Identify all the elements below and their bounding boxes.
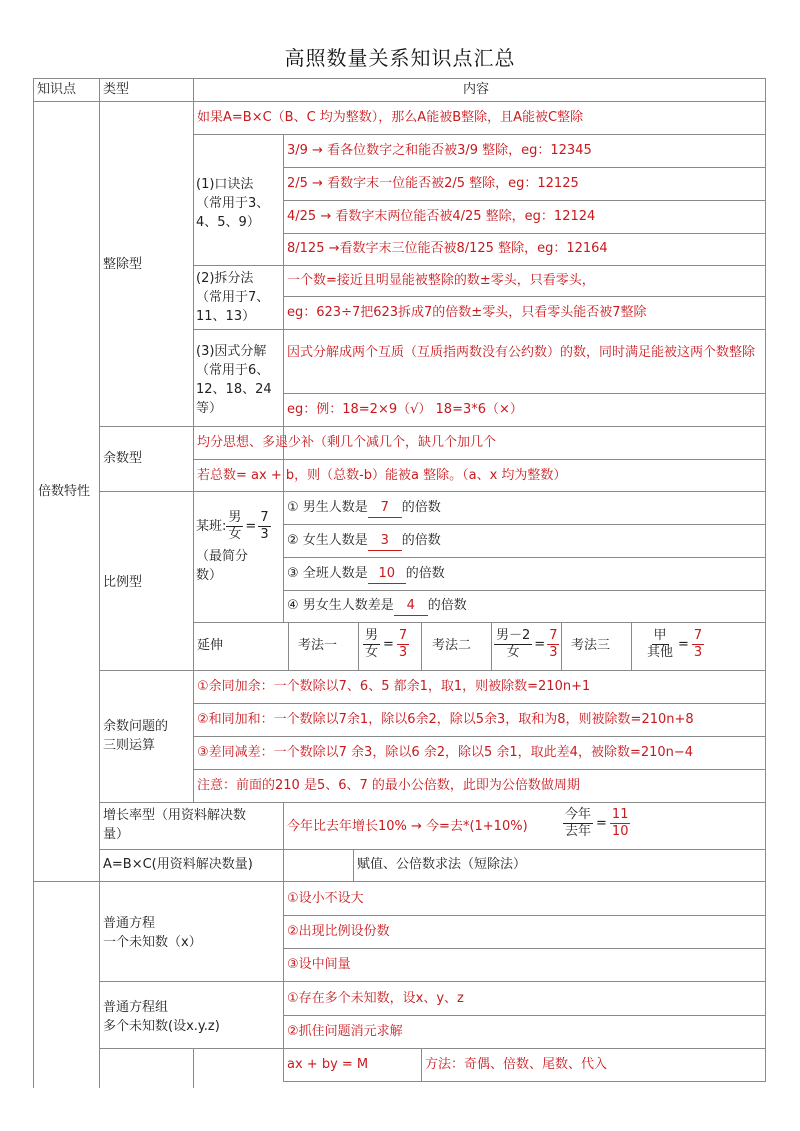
table-border-top	[33, 78, 766, 79]
row-divider	[283, 557, 766, 558]
fraction-denominator: 3	[693, 645, 703, 660]
fraction-denominator: 3	[260, 527, 269, 542]
ratio-item-text: ③ 全班人数是	[287, 566, 368, 581]
fraction-denominator: 10	[611, 824, 629, 839]
three-ops-note: 注意：前面的210 是5、6、7 的最小公倍数，此即为公倍数做周期	[197, 778, 580, 793]
row-divider	[283, 296, 766, 297]
section-divider	[33, 881, 766, 882]
three-ops-rule: ②和同加和：一个数除以7余1，除以6余2，除以5余3，取和为8，则被除数=210n+8	[197, 712, 694, 727]
header-knowledge: 知识点	[37, 82, 77, 97]
method-split: (2)拆分法 （常用于7、 11、13）	[196, 271, 270, 324]
ratio-answer: 7	[368, 499, 402, 518]
remainder-rule: 均分思想、多退少补（剩几个减几个，缺几个加几个	[197, 435, 497, 450]
method-two-formula	[494, 628, 559, 661]
ratio-item-text: 的倍数	[401, 500, 441, 515]
formula-fraction	[363, 628, 380, 661]
col-divider	[283, 802, 284, 1081]
simplest-fraction-note: （最简分 数）	[196, 549, 249, 583]
col-divider	[283, 134, 284, 622]
equals-sign: =	[383, 636, 394, 652]
col-divider	[99, 78, 100, 1088]
fraction-denominator: 3	[398, 645, 408, 660]
type-divisible: 整除型	[103, 257, 143, 272]
fraction-numerator: 男－2	[496, 628, 531, 643]
factorization-rule: 因式分解成两个互质（互质指两数没有公约数）的数，同时满足能被这两个数整除	[287, 345, 756, 360]
row-divider	[193, 134, 766, 135]
header-type: 类型	[103, 82, 130, 97]
three-ops-rule: ①余同加余：一个数除以7、6、5 都余1，取1，则被除数=210n+1	[197, 679, 591, 694]
formula-fraction	[563, 807, 593, 840]
method-three-formula	[645, 628, 704, 661]
equation-tip: ③设中间量	[287, 957, 351, 972]
ratio-answer: 3	[368, 532, 402, 551]
ratio-item-text: ④ 男女生人数差是	[287, 598, 394, 613]
type-equation-system: 普通方程组 多个未知数(设x.y.z)	[103, 1000, 220, 1034]
type-ratio: 比例型	[103, 575, 143, 590]
fraction-numerator: 男	[228, 510, 242, 525]
equals-sign: =	[245, 518, 257, 534]
col-divider	[561, 622, 562, 670]
fraction-denominator: 3	[549, 645, 558, 660]
equation-system-tip: ①存在多个未知数，设x、y、z	[287, 991, 464, 1006]
equals-sign: =	[534, 636, 546, 652]
method-factorization: (3)因式分解 （常用于6、 12、18、24 等）	[196, 344, 272, 416]
indeterminate-equation: ax + by = M	[287, 1057, 369, 1072]
fraction-numerator: 甲	[653, 628, 667, 643]
row-divider	[283, 393, 766, 394]
row-divider	[193, 703, 766, 704]
fraction-numerator: 7	[398, 628, 408, 643]
divisible-rule: 如果A=B×C（B、C 均为整数），那么A能被B整除，且A能被C整除	[197, 110, 584, 125]
type-equation-single: 普通方程 一个未知数（x）	[103, 916, 202, 950]
abc-method: 赋值、公倍数求法（短除法）	[357, 857, 527, 872]
method-mnemonic: (1)口诀法 （常用于3、 4、5、9）	[196, 177, 270, 230]
split-rule: 一个数=接近且明显能被整除的数±零头，只看零头，	[287, 273, 595, 288]
row-divider	[99, 981, 766, 982]
type-remainder: 余数型	[103, 451, 143, 466]
class-ratio	[196, 510, 271, 543]
knowledge-table	[33, 78, 766, 1088]
ratio-item	[287, 597, 467, 616]
row-divider	[99, 849, 766, 850]
row-divider	[283, 233, 766, 234]
fraction-numerator: 11	[611, 807, 629, 822]
row-divider	[193, 622, 766, 623]
method-two-label: 考法二	[432, 638, 472, 653]
row-divider	[283, 915, 766, 916]
page-title: 高照数量关系知识点汇总	[284, 46, 516, 70]
type-growth-rate: 增长率型（用资料解决数 量）	[103, 808, 247, 842]
row-divider	[99, 426, 766, 427]
fraction-numerator: 今年	[565, 807, 592, 822]
ratio-item	[287, 565, 445, 584]
col-divider	[358, 622, 359, 670]
row-divider	[283, 590, 766, 591]
formula-fraction	[645, 628, 675, 661]
class-label: 某班:	[196, 518, 227, 534]
ratio-item-text: 的倍数	[405, 566, 445, 581]
equals-sign: =	[596, 815, 607, 831]
col-divider	[288, 622, 289, 670]
col-divider	[421, 622, 422, 670]
table-border-left	[33, 78, 34, 1088]
header-content: 内容	[463, 82, 490, 97]
remainder-rule: 若总数= ax + b，则（总数-b）能被a 整除。（a、x 均为整数）	[197, 468, 567, 483]
fraction-denominator: 女	[228, 527, 242, 542]
indeterminate-method: 方法：奇偶、倍数、尾数、代入	[425, 1057, 608, 1072]
ratio-item-text: ① 男生人数是	[287, 500, 368, 515]
col-divider	[193, 1048, 194, 1088]
section-label-multiple: 倍数特性	[38, 484, 91, 499]
table-border-right	[765, 78, 766, 1082]
abc-type: A=B×C(用资料解决数量)	[103, 857, 253, 872]
row-divider	[99, 670, 766, 671]
row-divider	[193, 459, 766, 460]
row-divider	[283, 167, 766, 168]
formula-value	[547, 628, 559, 661]
header-divider	[33, 101, 766, 102]
row-divider	[193, 329, 766, 330]
col-divider	[491, 622, 492, 670]
col-divider	[353, 849, 354, 881]
ratio-answer: 4	[394, 597, 428, 616]
ratio-item-text: ② 女生人数是	[287, 533, 368, 548]
mnemonic-rule: 4/25 → 看数字末两位能否被4/25 整除，eg：12124	[287, 209, 596, 224]
ratio-item-text: 的倍数	[427, 598, 467, 613]
row-divider	[283, 948, 766, 949]
fraction-denominator: 其他	[647, 645, 674, 660]
equation-system-tip: ②抓住问题消元求解	[287, 1024, 403, 1039]
equation-tip: ①设小不设大	[287, 891, 364, 906]
ratio-value-fraction	[258, 510, 270, 543]
ratio-item-text: 的倍数	[401, 533, 441, 548]
mnemonic-rule: 3/9 → 看各位数字之和能否被3/9 整除，eg：12345	[287, 143, 592, 158]
fraction-denominator: 女	[506, 645, 520, 660]
row-divider	[99, 1048, 766, 1049]
row-divider	[99, 491, 766, 492]
row-divider	[283, 1081, 766, 1082]
fraction-numerator: 7	[260, 510, 269, 525]
formula-value	[692, 628, 704, 661]
formula-value	[610, 807, 631, 840]
col-divider	[421, 1048, 422, 1081]
row-divider	[283, 524, 766, 525]
ratio-item	[287, 532, 441, 551]
col-divider	[193, 78, 194, 802]
method-one-formula	[363, 628, 409, 661]
factorization-example: eg：例：18=2×9（√） 18=3*6（×）	[287, 402, 523, 417]
col-divider	[631, 622, 632, 670]
growth-formula	[563, 807, 630, 840]
formula-value	[397, 628, 409, 661]
row-divider	[99, 802, 766, 803]
row-divider	[283, 1015, 766, 1016]
row-divider	[283, 200, 766, 201]
fraction-denominator: 去年	[565, 824, 592, 839]
split-rule: eg：623÷7把623拆成7的倍数±零头，只看零头能否被7整除	[287, 305, 647, 320]
mnemonic-rule: 2/5 → 看数字末一位能否被2/5 整除，eg：12125	[287, 176, 579, 191]
ratio-answer: 10	[368, 565, 406, 584]
fraction-numerator: 7	[549, 628, 558, 643]
extension-label: 延伸	[197, 638, 224, 653]
fraction-denominator: 女	[365, 645, 379, 660]
row-divider	[193, 736, 766, 737]
type-three-ops: 余数问题的 三则运算	[103, 719, 169, 753]
three-ops-rule: ③差同减差：一个数除以7 余3，除以6 余2，除以5 余1，取此差4，被除数=210n−4	[197, 745, 694, 760]
fraction-numerator: 7	[693, 628, 703, 643]
equals-sign: =	[678, 636, 689, 652]
method-one-label: 考法一	[298, 638, 338, 653]
method-three-label: 考法三	[571, 638, 611, 653]
formula-fraction	[494, 628, 532, 661]
growth-rule: 今年比去年增长10% → 今=去*(1+10%)	[287, 819, 528, 834]
fraction-numerator: 男	[365, 628, 379, 643]
equation-tip: ②出现比例设份数	[287, 924, 390, 939]
mnemonic-rule: 8/125 →看数字末三位能否被8/125 整除，eg：12164	[287, 241, 608, 256]
ratio-item	[287, 499, 441, 518]
row-divider	[193, 769, 766, 770]
ratio-fraction	[226, 510, 243, 543]
row-divider	[193, 265, 766, 266]
